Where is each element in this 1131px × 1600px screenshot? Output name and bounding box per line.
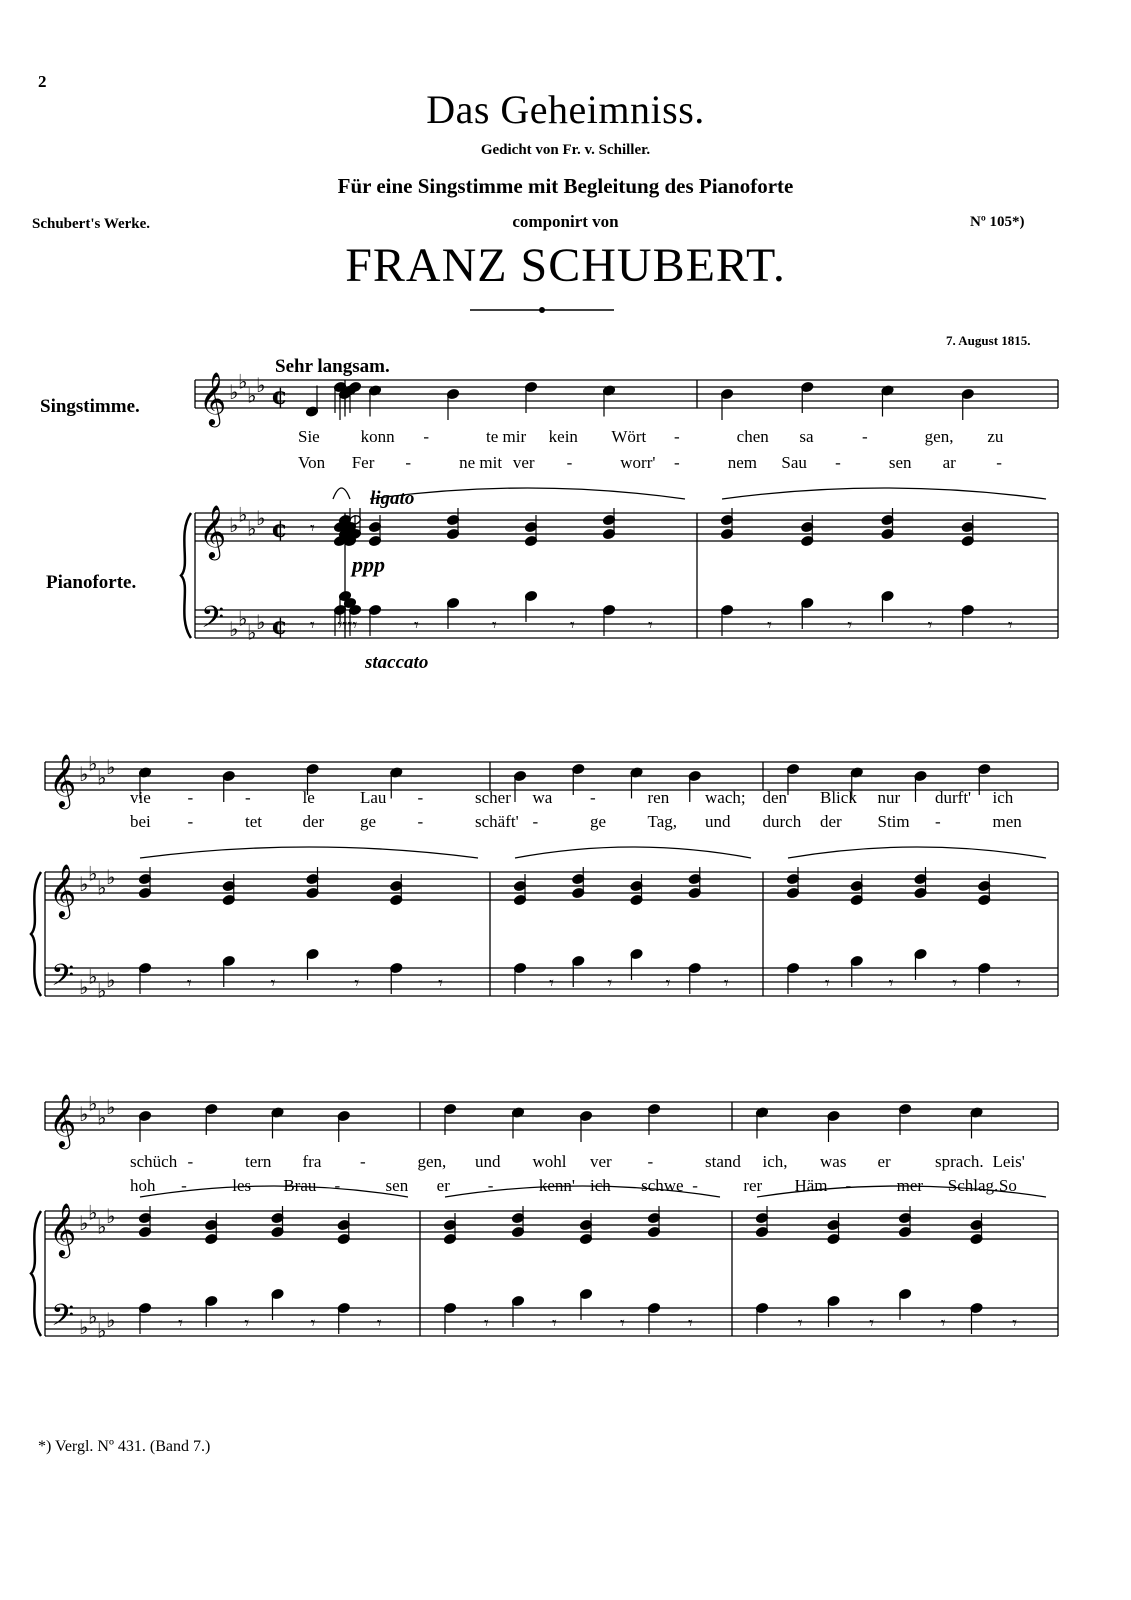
flat-sign: ♭ — [97, 1318, 107, 1343]
eighth-rest: 𝄾 — [688, 1313, 693, 1334]
lyric-syllable: worr' — [620, 453, 656, 472]
flat-sign: ♭ — [88, 861, 98, 886]
lyric-syllable: scher — [475, 788, 511, 807]
flat-sign: ♭ — [106, 755, 116, 779]
eighth-rest: 𝄾 — [484, 1313, 489, 1334]
page-number: 2 — [38, 72, 47, 91]
lyric-syllable: - — [187, 1152, 194, 1171]
slur — [722, 488, 1046, 499]
eighth-rest: 𝄾 — [869, 1313, 875, 1334]
flat-sign: ♭ — [229, 513, 239, 537]
tempo-marking: Sehr langsam. — [275, 356, 390, 377]
lyric-syllable: gen, — [417, 1152, 447, 1171]
lyric-syllable: - — [417, 812, 424, 831]
flat-sign: ♭ — [256, 610, 266, 634]
lyric-syllable: stand — [705, 1152, 741, 1171]
flat-sign: ♭ — [106, 968, 116, 992]
treble-clef: 𝄞 — [49, 1202, 77, 1256]
lyric-syllable: chen — [736, 427, 769, 446]
lyric-syllable: schüch — [130, 1152, 178, 1171]
lyric-syllable: - — [423, 427, 429, 446]
lyric-syllable: durch — [762, 812, 802, 831]
composed-by: componirt von — [512, 212, 619, 231]
eighth-rest: 𝄾 — [310, 615, 315, 636]
eighth-rest: 𝄾 — [1007, 615, 1013, 636]
treble-clef: 𝄞 — [49, 863, 77, 917]
lyric-syllable: ver — [590, 1152, 612, 1171]
lyric-syllable: kenn' — [538, 1176, 575, 1195]
eighth-rest: 𝄾 — [797, 1313, 803, 1334]
dynamic-ppp: ppp — [352, 552, 385, 577]
lyric-syllable: vie — [130, 788, 151, 807]
lyric-syllable: - — [532, 812, 539, 831]
flat-sign: ♭ — [229, 380, 239, 404]
lyric-syllable: wohl — [532, 1152, 567, 1171]
flat-sign: ♭ — [97, 1105, 107, 1130]
eighth-rest: 𝄾 — [342, 615, 348, 636]
flat-sign: ♭ — [97, 765, 107, 790]
flat-sign: ♭ — [247, 383, 257, 408]
flat-sign: ♭ — [97, 875, 107, 900]
lyric-syllable: le — [302, 788, 315, 807]
lyric-syllable: sen — [385, 1176, 409, 1195]
eighth-rest: 𝄾 — [648, 615, 653, 636]
slur — [788, 847, 1046, 858]
flat-sign: ♭ — [247, 620, 257, 645]
lyric-syllable: te mir — [486, 427, 527, 446]
lyric-syllable: - — [566, 453, 573, 472]
flat-sign: ♭ — [238, 369, 248, 394]
lyric-syllable: konn — [360, 427, 395, 446]
lyric-syllable: - — [245, 788, 251, 807]
lyric-syllable: Wört — [611, 427, 647, 446]
lyric-syllable: der — [302, 812, 325, 831]
lyric-syllable: Blick — [820, 788, 857, 807]
lyric-syllable: - — [935, 812, 941, 831]
lyric-syllable: hoh — [130, 1176, 156, 1195]
eighth-rest: 𝄾 — [549, 973, 554, 994]
bass-clef: 𝄢 — [201, 601, 225, 642]
lyric-syllable: Sie — [298, 427, 320, 446]
lyric-syllable: ge — [360, 812, 377, 831]
time-signature: ¢ — [271, 381, 288, 410]
lyric-syllable: schwe — [641, 1176, 684, 1195]
eighth-rest: 𝄾 — [767, 615, 772, 636]
eighth-rest: 𝄾 — [824, 973, 830, 994]
lyric-syllable: gen, — [924, 427, 954, 446]
lyric-syllable: mer — [896, 1176, 924, 1195]
eighth-rest: 𝄾 — [940, 1313, 946, 1334]
flat-sign: ♭ — [88, 751, 98, 776]
treble-clef: 𝄞 — [49, 1093, 77, 1147]
flat-sign: ♭ — [256, 506, 266, 530]
poem-credit: Gedicht von Fr. v. Schiller. — [480, 142, 651, 158]
articulation-ligato: ligato — [370, 488, 415, 509]
eighth-rest: 𝄾 — [620, 1313, 625, 1334]
lyric-syllable: So — [998, 1176, 1017, 1195]
flat-sign: ♭ — [106, 1308, 116, 1332]
lyric-syllable: Schlag. — [947, 1176, 999, 1195]
lyric-syllable: bei — [130, 812, 151, 831]
flat-sign: ♭ — [88, 1091, 98, 1116]
slur — [140, 847, 478, 858]
eighth-rest: 𝄾 — [847, 615, 853, 636]
lyric-syllable: ar — [942, 453, 956, 472]
lyric-syllable: - — [405, 453, 412, 472]
flat-sign: ♭ — [106, 1204, 116, 1228]
lyric-syllable: ne mit — [459, 453, 503, 472]
flat-sign: ♭ — [97, 978, 107, 1003]
lyric-syllable: - — [692, 1176, 698, 1195]
piano-brace — [181, 513, 191, 638]
flat-sign: ♭ — [88, 964, 98, 989]
eighth-rest: 𝄾 — [178, 1313, 183, 1334]
eighth-rest: 𝄾 — [310, 1313, 316, 1334]
lyric-syllable: - — [674, 453, 680, 472]
lyric-syllable: - — [417, 788, 424, 807]
flat-sign: ♭ — [106, 1095, 116, 1119]
lyric-syllable: - — [862, 427, 868, 446]
lyric-syllable: - — [835, 453, 841, 472]
lyric-syllable: ich, — [762, 1152, 788, 1171]
lyric-syllable: den — [762, 788, 788, 807]
eighth-rest: 𝄾 — [376, 1313, 382, 1334]
eighth-rest: 𝄾 — [665, 973, 671, 994]
flat-sign: ♭ — [97, 1214, 107, 1239]
lyric-syllable: wa — [532, 788, 553, 807]
lyric-syllable: der — [820, 812, 842, 831]
eighth-rest: 𝄾 — [347, 615, 353, 636]
eighth-rest: 𝄾 — [186, 973, 192, 994]
lyric-syllable: Stim — [877, 812, 910, 831]
eighth-rest: 𝄾 — [570, 615, 575, 636]
lyric-syllable: - — [334, 1176, 341, 1195]
lyric-syllable: zu — [987, 427, 1004, 446]
lyric-syllable: - — [181, 1176, 187, 1195]
piano-brace — [31, 1211, 41, 1336]
lyric-syllable: - — [647, 1152, 654, 1171]
lyric-syllable: ge — [590, 812, 607, 831]
flat-sign: ♭ — [79, 975, 89, 999]
flat-sign: ♭ — [79, 872, 89, 896]
lyric-syllable: nur — [877, 788, 901, 807]
time-signature: ¢ — [271, 514, 288, 543]
composition-date: 7. August 1815. — [946, 333, 1031, 348]
flat-sign: ♭ — [79, 1102, 89, 1126]
lyric-syllable: - — [187, 812, 194, 831]
lyric-syllable: sprach. — [935, 1152, 984, 1171]
lyric-syllable: - — [487, 1176, 494, 1195]
series-label: Schubert's Werke. — [32, 216, 151, 232]
eighth-rest: 𝄾 — [1012, 1313, 1018, 1334]
lyric-syllable: rer — [743, 1176, 763, 1195]
lyric-syllable: - — [996, 453, 1002, 472]
eighth-rest: 𝄾 — [723, 973, 729, 994]
lyric-syllable: sen — [888, 453, 912, 472]
lyric-syllable: - — [360, 1152, 366, 1171]
eighth-rest: 𝄾 — [354, 973, 360, 994]
lyric-syllable: sa — [799, 427, 814, 446]
composer-name: FRANZ SCHUBERT. — [345, 239, 786, 292]
flat-sign: ♭ — [229, 617, 239, 641]
lyric-syllable: und — [705, 812, 731, 831]
lyric-syllable: kein — [548, 427, 578, 446]
flat-sign: ♭ — [88, 1304, 98, 1329]
time-signature: ¢ — [271, 611, 288, 640]
instrument-label-voice: Singstimme. — [40, 396, 140, 417]
lyric-syllable: Häm — [794, 1176, 828, 1195]
treble-clef: 𝄞 — [49, 753, 77, 807]
subtitle: Für eine Singstimme mit Begleitung des Pianoforte — [337, 174, 794, 198]
flat-sign: ♭ — [238, 606, 248, 631]
eighth-rest: 𝄾 — [244, 1313, 250, 1334]
flat-sign: ♭ — [79, 1315, 89, 1339]
eighth-rest: 𝄾 — [607, 973, 613, 994]
slur — [333, 488, 350, 499]
slur — [515, 847, 751, 858]
flat-sign: ♭ — [79, 762, 89, 786]
lyric-syllable: er — [877, 1152, 891, 1171]
flat-sign: ♭ — [88, 1200, 98, 1225]
eighth-rest: 𝄾 — [337, 615, 343, 636]
lyric-syllable: ich — [992, 788, 1014, 807]
lyric-syllable: und — [475, 1152, 501, 1171]
flat-sign: ♭ — [247, 516, 257, 541]
lyric-syllable: ren — [647, 788, 670, 807]
lyric-syllable: Brau — [283, 1176, 317, 1195]
bass-clef: 𝄢 — [51, 959, 75, 1000]
flat-sign: ♭ — [256, 373, 266, 397]
lyric-syllable: Lau — [360, 788, 387, 807]
eighth-rest: 𝄾 — [1016, 973, 1021, 994]
lyric-syllable: schäft' — [475, 812, 519, 831]
flat-sign: ♭ — [79, 1211, 89, 1235]
lyric-syllable: Leis' — [992, 1152, 1025, 1171]
bass-clef: 𝄢 — [51, 1299, 75, 1340]
eighth-rest: 𝄾 — [352, 615, 358, 636]
lyric-syllable: Tag, — [647, 812, 677, 831]
lyric-syllable: ich — [590, 1176, 611, 1195]
slur — [370, 488, 685, 499]
lyric-syllable: - — [187, 788, 194, 807]
eighth-rest: 𝄾 — [927, 615, 933, 636]
lyric-syllable: er — [436, 1176, 450, 1195]
lyric-syllable: wach; — [705, 788, 746, 807]
lyric-syllable: Fer — [351, 453, 375, 472]
lyric-syllable: ver — [512, 453, 535, 472]
flat-sign: ♭ — [106, 865, 116, 889]
eighth-rest: 𝄾 — [414, 615, 419, 636]
eighth-rest: 𝄾 — [438, 973, 443, 994]
lyric-syllable: nem — [727, 453, 757, 472]
lyric-syllable: - — [590, 788, 596, 807]
lyric-syllable: men — [992, 812, 1022, 831]
articulation-staccato: staccato — [365, 652, 429, 673]
eighth-rest: 𝄾 — [552, 1313, 557, 1334]
lyric-syllable: durft' — [935, 788, 972, 807]
page-title: Das Geheimniss. — [426, 87, 705, 132]
lyric-syllable: Sau — [781, 453, 807, 472]
eighth-rest: 𝄾 — [952, 973, 958, 994]
lyric-syllable: Von — [298, 453, 326, 472]
lyric-syllable: tern — [245, 1152, 272, 1171]
treble-clef: 𝄞 — [199, 371, 227, 425]
footnote: *) Vergl. Nº 431. (Band 7.) — [38, 1438, 211, 1455]
flat-sign: ♭ — [238, 502, 248, 527]
lyric-syllable: - — [674, 427, 680, 446]
piano-brace — [31, 872, 41, 996]
lyric-syllable: was — [820, 1152, 847, 1171]
eighth-rest: 𝄾 — [888, 973, 894, 994]
lyric-syllable: les — [232, 1176, 252, 1195]
opus-number: Nº 105*) — [970, 214, 1025, 230]
lyric-syllable: - — [845, 1176, 852, 1195]
instrument-label-piano: Pianoforte. — [46, 572, 137, 593]
eighth-rest: 𝄾 — [270, 973, 276, 994]
treble-clef: 𝄞 — [199, 504, 227, 558]
lyric-syllable: tet — [245, 812, 262, 831]
eighth-rest: 𝄾 — [310, 518, 315, 539]
eighth-rest: 𝄾 — [492, 615, 497, 636]
lyric-syllable: fra — [302, 1152, 322, 1171]
